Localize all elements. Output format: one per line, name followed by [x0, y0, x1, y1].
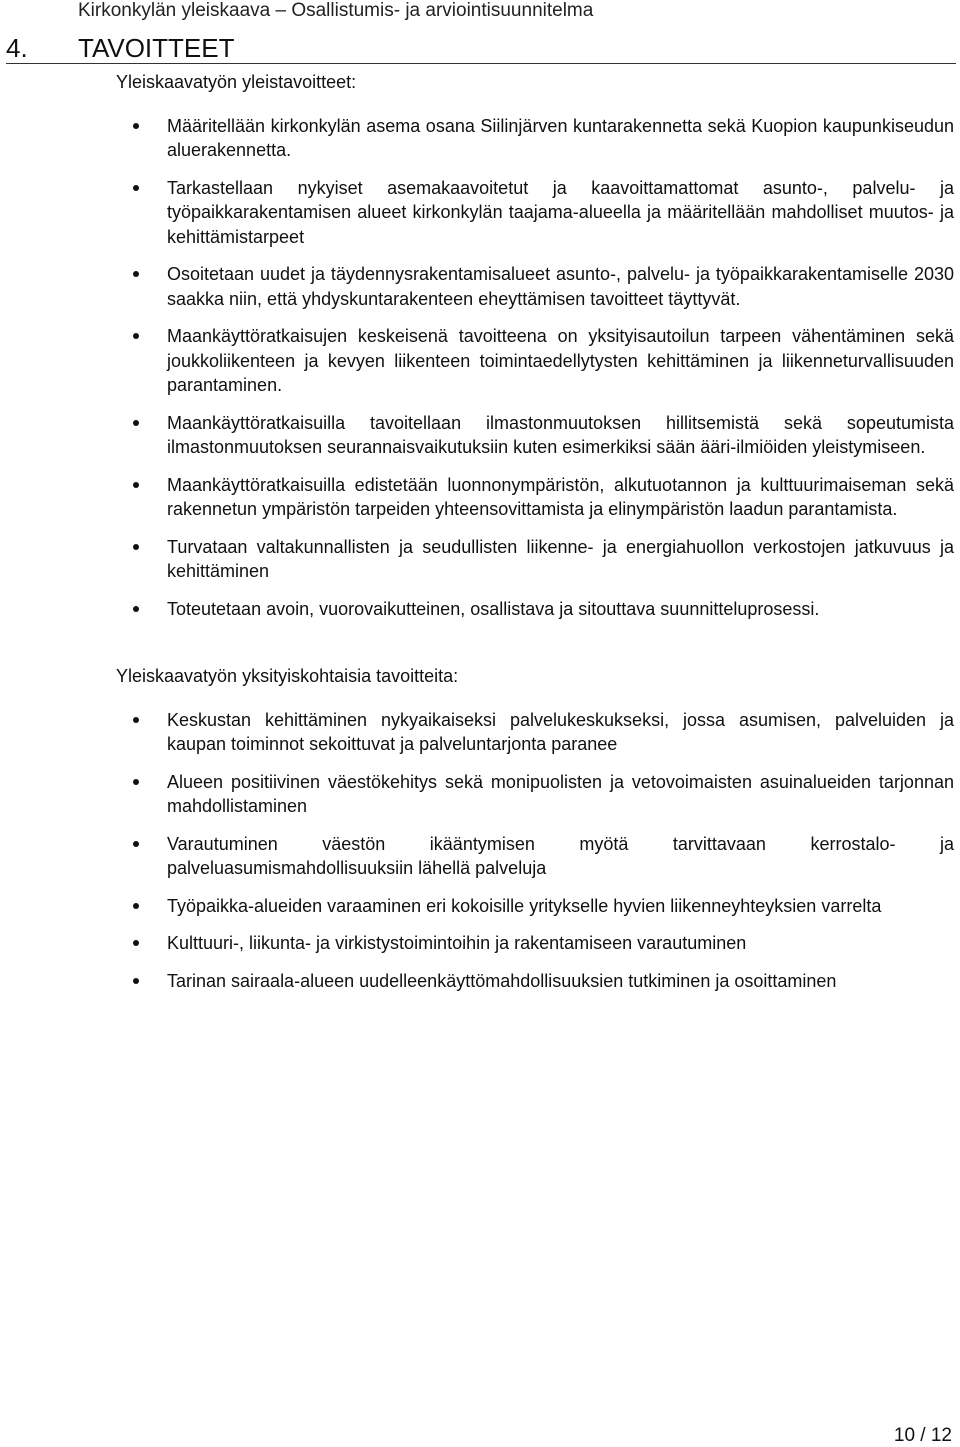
list-item: Toteutetaan avoin, vuorovaikutteinen, osallistava ja sitouttava suunnitteluprosessi.	[116, 597, 954, 622]
list-item: Alueen positiivinen väestökehitys sekä monipuolisten ja vetovoimaisten asuinalueiden tarjonnan mahdollistaminen	[116, 770, 954, 819]
list-item: Turvataan valtakunnallisten ja seudullisten liikenne- ja energiahuollon verkostojen jatkuvuus ja kehittäminen	[116, 535, 954, 584]
list-item: Kulttuuri-, liikunta- ja virkistystoimintoihin ja rakentamiseen varautuminen	[116, 931, 954, 956]
list-item: Maankäyttöratkaisujen keskeisenä tavoitteena on yksityisautoilun tarpeen vähentäminen sekä joukkoliikenteen ja kevyen liikenteen toimintaedellytysten kehittäminen ja liikenneturvallisuuden parantaminen.	[116, 324, 954, 398]
chapter-title: TAVOITTEET	[78, 33, 235, 63]
list-item: Osoitetaan uudet ja täydennysrakentamisalueet asunto-, palvelu- ja työpaikkarakentamiselle 2030 saakka niin, että yhdyskuntarakenteen eheyttämisen tavoitteet täyttyvät.	[116, 262, 954, 311]
list-item: Keskustan kehittäminen nykyaikaiseksi palvelukeskukseksi, jossa asumisen, palveluiden ja kaupan toiminnot sekoittuvat ja palveluntarjonta paranee	[116, 708, 954, 757]
chapter-number: 4.	[6, 33, 28, 63]
list-item: Varautuminen väestön ikääntymisen myötä tarvittavaan kerrostalo- ja palveluasumismahdollisuuksiin lähellä palveluja	[116, 832, 954, 881]
list-item: Maankäyttöratkaisuilla edistetään luonnonympäristön, alkutuotannon ja kulttuurimaiseman sekä rakennetun ympäristön tarpeiden yhteensovittamista ja elinympäristön laadun parantamista.	[116, 473, 954, 522]
list-item: Työpaikka-alueiden varaaminen eri kokoisille yritykselle hyvien liikenneyhteyksien varrelta	[116, 894, 954, 919]
list-item: Tarinan sairaala-alueen uudelleenkäyttömahdollisuuksien tutkiminen ja osoittaminen	[116, 969, 954, 994]
list-item: Määritellään kirkonkylän asema osana Siilinjärven kuntarakennetta sekä Kuopion kaupunkiseudun aluerakennetta.	[116, 114, 954, 163]
chapter-heading	[6, 33, 956, 64]
list-item: Maankäyttöratkaisuilla tavoitellaan ilmastonmuutoksen hillitsemistä sekä sopeutumista ilmastonmuutoksen seurannaisvaikutuksiin kuten esimerkiksi sään ääri-ilmiöiden yleistymiseen.	[116, 411, 954, 460]
general-goals-list	[116, 114, 954, 622]
general-goals-heading: Yleiskaavatyön yleistavoitteet:	[116, 72, 357, 92]
page-number: 10 / 12	[893, 1425, 952, 1446]
specific-goals-list	[116, 708, 954, 994]
document-body	[116, 70, 954, 1006]
list-item: Tarkastellaan nykyiset asemakaavoitetut ja kaavoittamattomat asunto-, palvelu- ja työpaikkarakentamisen alueet kirkonkylän taajama-alueella ja määritellään mahdolliset muutos- ja kehittämistarpeet	[116, 176, 954, 250]
running-header: Kirkonkylän yleiskaava – Osallistumis- ja arviointisuunnitelma	[78, 0, 594, 21]
specific-goals-heading: Yleiskaavatyön yksityiskohtaisia tavoitteita:	[116, 666, 459, 686]
